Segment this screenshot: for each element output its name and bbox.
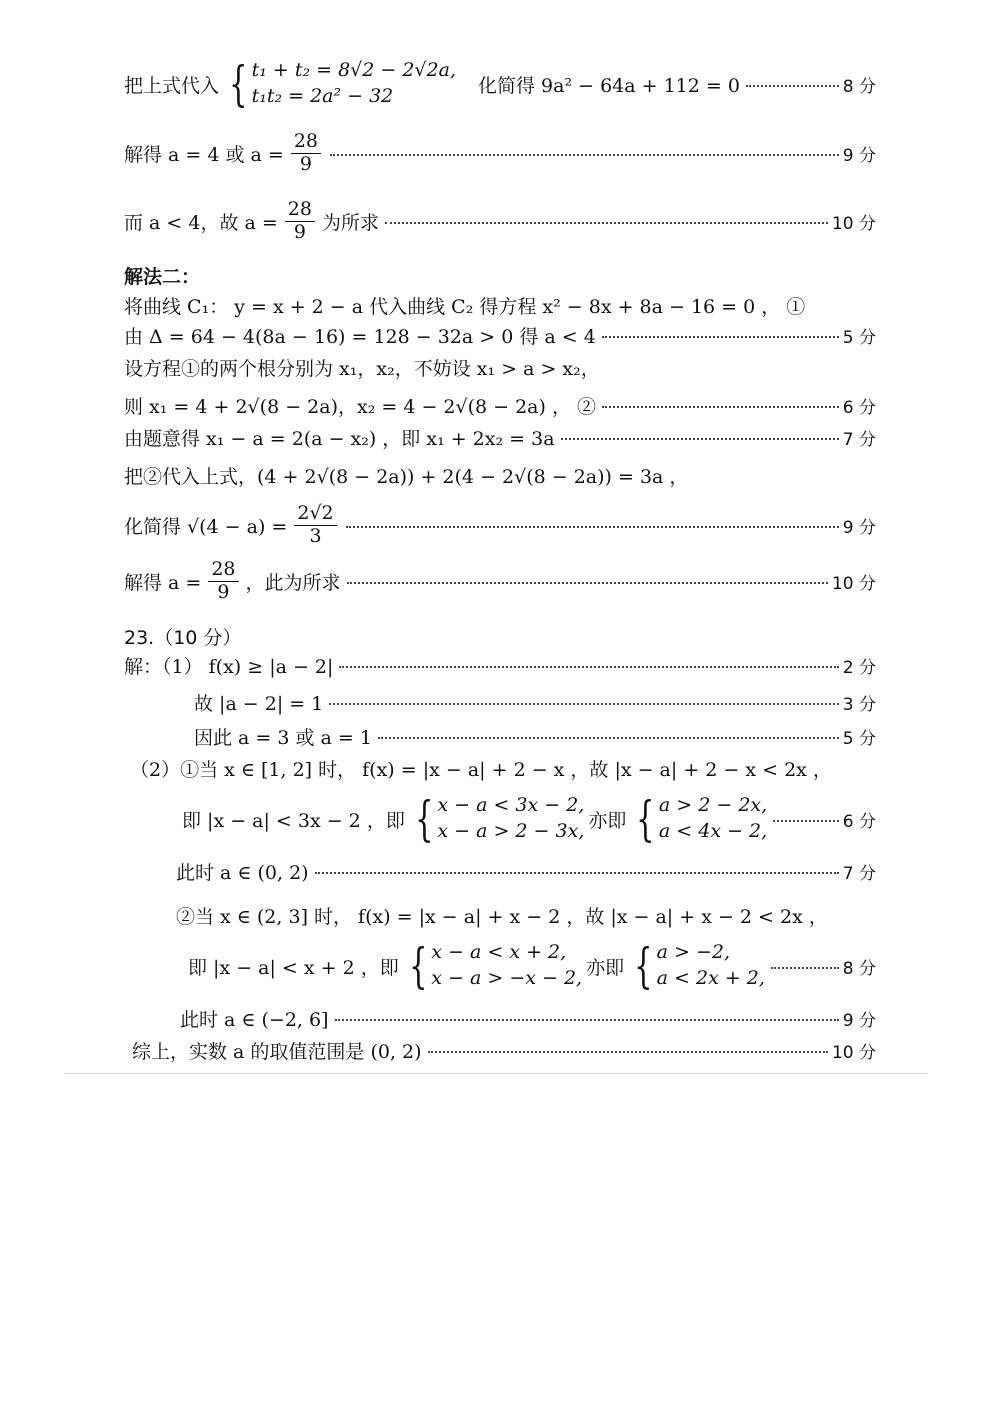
score-mark: 8 分	[842, 76, 876, 97]
dotted-leader	[773, 820, 839, 822]
line-text-tail: 为所求	[321, 211, 379, 234]
line-text: 解得 a =	[124, 571, 202, 594]
dotted-leader	[330, 154, 839, 156]
line-prefix: 即 |x − a| < x + 2 ，即	[188, 956, 399, 979]
dotted-leader	[339, 666, 838, 668]
score-mark: 5 分	[842, 728, 876, 749]
score-mark: 5 分	[842, 327, 876, 348]
score-mark: 7 分	[842, 429, 876, 450]
line-text: 化简得 √(4 − a) =	[124, 515, 288, 538]
solution-line-18: ②当 x ∈ (2, 3] 时， f(x) = |x − a| + x − 2 ，故 |x − a| + x − 2 < 2x ，	[176, 905, 828, 928]
score-mark: 6 分	[842, 811, 876, 832]
solution-line-2	[124, 128, 876, 178]
solution-line-19	[188, 934, 876, 998]
solution-line-12: 解：（1） f(x) ≥ |a − 2| 2 分	[124, 647, 876, 683]
line-suffix: 化简得 9a² − 64a + 112 = 0	[478, 74, 740, 97]
equation-system-2: { a > −2, a < 2x + 2,	[634, 938, 765, 994]
system-eq-1: a > −2,	[656, 941, 731, 964]
solution-line-14: 因此 a = 3 或 a = 1 5 分	[194, 718, 876, 754]
solution-line-1	[124, 52, 876, 116]
dotted-leader	[746, 85, 839, 87]
dotted-leader	[561, 438, 839, 440]
dotted-leader	[335, 1019, 839, 1021]
score-mark: 7 分	[842, 863, 876, 884]
score-mark: 9 分	[842, 145, 876, 166]
system-eq-2: x − a > 2 − 3x,	[437, 820, 585, 842]
dotted-leader	[347, 582, 828, 584]
dotted-leader	[602, 336, 839, 338]
solution-line-4: 将曲线 C₁： y = x + 2 − a 代入曲线 C₂ 得方程 x² − 8x + 8a − 16 = 0 ， ①	[124, 295, 806, 318]
equation-system: { x − a < x + 2, x − a > −x − 2,	[408, 938, 583, 994]
score-mark: 10 分	[831, 213, 876, 234]
question-23-heading: 23.（10 分）	[124, 627, 242, 649]
dotted-leader	[315, 872, 839, 874]
score-mark: 9 分	[842, 1010, 876, 1031]
line-connector: 亦即	[588, 809, 627, 832]
dotted-leader	[346, 526, 839, 528]
system-eq-2: a < 4x − 2,	[658, 820, 768, 842]
dotted-leader	[771, 967, 839, 969]
fraction: $\frac{28}{9}$	[208, 559, 238, 604]
solution-line-21: 综上，实数 a 的取值范围是 (0, 2) 10 分	[132, 1032, 876, 1068]
score-mark: 8 分	[842, 958, 876, 979]
score-mark: 2 分	[842, 657, 876, 678]
page-divider	[64, 1073, 928, 1074]
solution-line-20: 此时 a ∈ (−2, 6] 9 分	[180, 1000, 876, 1036]
method-two-heading: 解法二：	[124, 266, 201, 288]
solution-line-10	[124, 500, 876, 550]
line-connector: 亦即	[586, 956, 625, 979]
system-eq-2: x − a > −x − 2,	[431, 967, 583, 989]
system-eq-1: t₁ + t₂ = 8√2 − 2√2a,	[251, 59, 456, 82]
solution-line-5: 由 Δ = 64 − 4(8a − 16) = 128 − 32a > 0 得 a < 4 5 分	[124, 317, 876, 353]
system-eq-1: x − a < x + 2,	[431, 941, 567, 964]
line-prefix: 把上式代入	[124, 74, 220, 97]
dotted-leader	[602, 406, 839, 408]
solution-line-3	[124, 196, 876, 246]
fraction: $\frac{2√2}{3}$	[294, 503, 336, 548]
equation-system-2: { a > 2 − 2x, a < 4x − 2,	[636, 791, 768, 847]
system-eq-1: x − a < 3x − 2,	[437, 794, 585, 817]
solution-line-8: 由题意得 x₁ − a = 2(a − x₂) ，即 x₁ + 2x₂ = 3a 7 分	[124, 419, 876, 455]
fraction: $\frac{28}{9}$	[291, 131, 321, 176]
dotted-leader	[385, 222, 828, 224]
score-mark: 6 分	[842, 397, 876, 418]
score-mark: 9 分	[842, 517, 876, 538]
dotted-leader	[329, 703, 838, 705]
score-mark: 10 分	[831, 1042, 876, 1063]
fraction: $\frac{28}{9}$	[285, 199, 315, 244]
dotted-leader	[428, 1051, 828, 1053]
solution-line-9: 把②代入上式，(4 + 2√(8 − 2a)) + 2(4 − 2√(8 − 2a)) = 3a ，	[124, 465, 689, 488]
score-mark: 10 分	[831, 573, 876, 594]
system-eq-2: a < 2x + 2,	[656, 967, 765, 989]
solution-line-6: 设方程①的两个根分别为 x₁，x₂，不妨设 x₁ > a > x₂，	[124, 357, 600, 380]
solution-line-7: 则 x₁ = 4 + 2√(8 − 2a)，x₂ = 4 − 2√(8 − 2a) ， ② 6 分	[124, 387, 876, 423]
dotted-leader	[378, 737, 839, 739]
solution-line-13: 故 |a − 2| = 1 3 分	[194, 684, 876, 720]
line-prefix: 即 |x − a| < 3x − 2 ，即	[182, 809, 405, 832]
line-text: 而 a < 4，故 a =	[124, 211, 278, 234]
solution-line-16	[182, 787, 876, 851]
equation-system: { x − a < 3x − 2, x − a > 2 − 3x,	[414, 791, 585, 847]
equation-system: { t₁ + t₂ = 8√2 − 2√2a, t₁t₂ = 2a² − 32	[229, 56, 456, 112]
line-text-tail: ，此为所求	[245, 571, 341, 594]
line-text: 解得 a = 4 或 a =	[124, 143, 284, 166]
solution-line-17: 此时 a ∈ (0, 2) 7 分	[176, 853, 876, 889]
system-eq-1: a > 2 − 2x,	[658, 794, 768, 817]
system-eq-2: t₁t₂ = 2a² − 32	[251, 85, 394, 107]
solution-line-15: （2）①当 x ∈ [1, 2] 时， f(x) = |x − a| + 2 − x ，故 |x − a| + 2 − x < 2x ，	[130, 758, 832, 781]
solution-line-11	[124, 556, 876, 606]
score-mark: 3 分	[842, 694, 876, 715]
